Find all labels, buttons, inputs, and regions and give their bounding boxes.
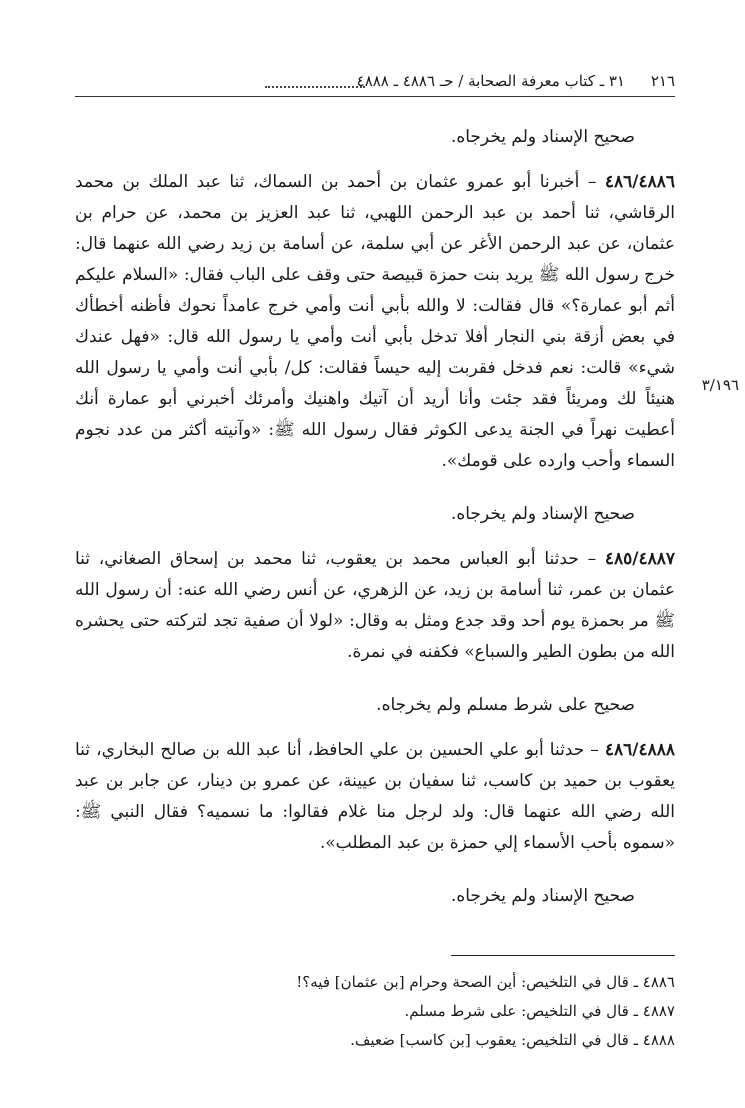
main-text [75,118,675,926]
hadith-text: – حدثنا أبو علي الحسين بن علي الحافظ، أنا عبد الله بن صالح البخاري، ثنا يعقوب بن حميد بن كاسب، ثنا سفيان بن عيينة، عن عمرو بن دينار، عن جابر بن عبد الله رضي الله عنهما قال: ولد لرجل منا غلام فقالوا: ما نسميه؟ فقال النبي ﷺ: «سموه بأحب الأسماء إلي حمزة بن عبد المطلب». [75,740,675,853]
hadith-text: – حدثنا أبو العباس محمد بن يعقوب، ثنا محمد بن إسحاق الصغاني، ثنا عثمان بن عمر، ثنا أسامة بن زيد، عن الزهري، عن أنس رضي الله عنه: أن رسول الله ﷺ مر بحمزة يوم أحد وقد جدع ومثل به وقال: «لولا أن صفية تجد لتركته حتى يحشره الله من بطون الطير والسباع» فكفنه في نمرة. [75,549,675,662]
verdict-4888: صحيح الإسناد ولم يخرجاه. [450,886,635,906]
verdict-4887: صحيح على شرط مسلم ولم يخرجاه. [376,695,635,715]
verdict-4886: صحيح الإسناد ولم يخرجاه. [450,504,635,524]
running-header [75,72,675,100]
running-title: ٣١ ـ كتاب معرفة الصحابة / حـ ٤٨٨٦ ـ ٤٨٨٨ [356,72,625,90]
hadith-4888 [75,735,675,859]
footnote-4888: ٤٨٨٨ ـ قال في التلخيص: يعقوب [بن كاسب] ضعيف. [350,1031,675,1049]
footnote-4886: ٤٨٨٦ ـ قال في التلخيص: أين الصحة وحرام [بن عثمان] فيه؟! [296,973,675,991]
hadith-number: ٤٨٦/٤٨٨٦ [604,172,675,192]
footnote-rule [451,955,675,956]
footnotes [75,968,675,1055]
leader-dots [265,74,365,88]
header-rule [75,96,675,97]
verdict-top: صحيح الإسناد ولم يخرجاه. [450,127,635,147]
page-number: ٢١٦ [650,72,675,90]
hadith-number: ٤٨٦/٤٨٨٨ [604,740,675,760]
marginal-reference: ٣/١٩٦ [701,376,739,394]
footnote-4887: ٤٨٨٧ ـ قال في التلخيص: على شرط مسلم. [404,1002,675,1020]
hadith-4887 [75,544,675,668]
hadith-number: ٤٨٥/٤٨٨٧ [604,549,675,569]
hadith-text: – أخبرنا أبو عمرو عثمان بن أحمد بن السماك، ثنا عبد الملك بن محمد الرقاشي، ثنا أحمد بن عبد الرحمن اللهبي، ثنا عبد العزيز بن محمد، عن حرام بن عثمان، عن عبد الرحمن الأغر عن أبي سلمة، عن أسامة بن زيد رضي الله عنهما قال: خرج رسول الله ﷺ يريد بنت حمزة قبيصة حتى وقف على الباب فقال: «السلام عليكم أثم أبو عمارة؟» قال فقالت: لا والله بأبي أنت وأمي خرج عامداً نحوك فأظنه أخطأك في بعض أزقة بني النجار أفلا تدخل بأبي أنت وأمي يا رسول الله قال: «فهل عندك شيء» قالت: نعم فدخل فقربت إليه حيساً فقالت: كل/ بأبي أنت وأمي يا رسول الله هنيئاً لك ومريئاً فقد جئت وأنا أريد أن آتيك واهنيك وأمرئك أخبرني أبو عمارة أنك أعطيت نهراً في الجنة يدعى الكوثر فقال رسول الله ﷺ: «وآنيته أكثر من عدد نجوم السماء وأحب وارده على قومك». [75,172,675,471]
hadith-4886 [75,167,675,477]
